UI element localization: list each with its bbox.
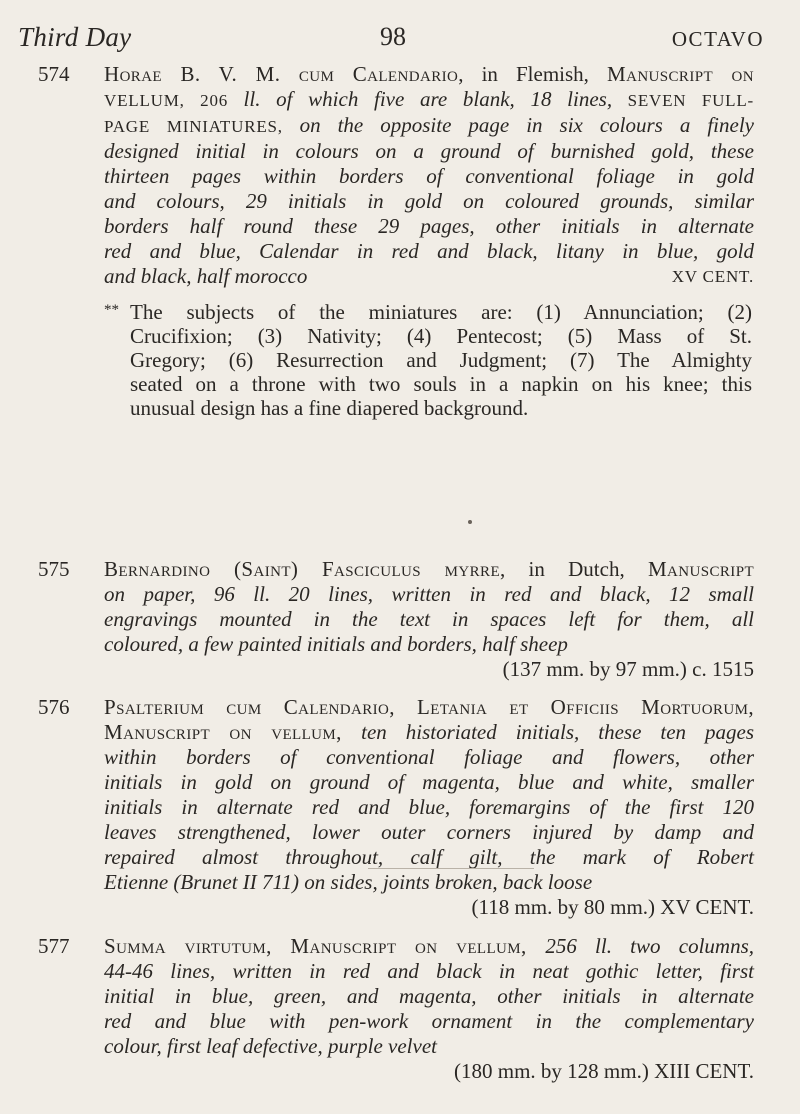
- description-line: 44-46 lines, written in red and black in neat gothic letter, first: [104, 959, 754, 983]
- lot-date: (180 mm. by 128 mm.) XIII CENT.: [454, 1059, 754, 1083]
- description-line: and colours, 29 initials in gold on coloured grounds, similar: [104, 189, 754, 213]
- lot-number: 575: [38, 557, 70, 581]
- description-line: Summa virtutum, Manuscript on vellum, 256 ll. two columns,: [104, 934, 754, 958]
- description-line: on paper, 96 ll. 20 lines, written in red and black, 12 small: [104, 582, 754, 606]
- lot-description: [104, 934, 754, 1084]
- description-line: Etienne (Brunet II 711) on sides, joints broken, back loose: [104, 870, 593, 894]
- description-line: VELLUM, 206 ll. of which five are blank, 18 lines, SEVEN FULL-: [104, 87, 754, 111]
- lot-date: XV CENT.: [671, 267, 754, 286]
- description-line: initials in gold on ground of magenta, blue and white, smaller: [104, 770, 754, 794]
- lot-note: [130, 300, 752, 420]
- description-line: leaves strengthened, lower outer corners injured by damp and: [104, 820, 754, 844]
- description-line: thirteen pages within borders of conventional foliage in gold: [104, 164, 754, 188]
- description-line: PAGE MINIATURES, on the opposite page in six colours a finely: [104, 113, 754, 137]
- description-line: engravings mounted in the text in spaces left for them, all: [104, 607, 754, 631]
- description-line: borders half round these 29 pages, other initials in alternate: [104, 214, 754, 238]
- description-line: Horae B. V. M. cum Calendario, in Flemish, Manuscript on: [104, 62, 754, 86]
- lot-description: [104, 62, 754, 289]
- description-line: red and blue, Calendar in red and black, litany in blue, gold: [104, 239, 754, 263]
- description-line: coloured, a few painted initials and borders, half sheep: [104, 632, 568, 656]
- description-line: designed initial in colours on a ground of burnished gold, these: [104, 139, 754, 163]
- note-line: Gregory; (6) Resurrection and Judgment; (7) The Almighty: [130, 348, 752, 372]
- page-header: [0, 10, 800, 50]
- description-line: and black, half morocco XV CENT.: [104, 264, 754, 288]
- page-number: 98: [380, 22, 406, 51]
- description-line: red and blue with pen-work ornament in the complementary: [104, 1009, 754, 1033]
- ink-dot: [468, 520, 472, 524]
- description-line: colour, first leaf defective, purple velvet: [104, 1034, 437, 1058]
- lot-date: (137 mm. by 97 mm.) c. 1515: [502, 657, 754, 681]
- note-line: unusual design has a fine diapered background.: [130, 396, 529, 420]
- lot-date: (118 mm. by 80 mm.) XV CENT.: [471, 895, 754, 919]
- lot-number: 574: [38, 62, 70, 86]
- note-line: Crucifixion; (3) Nativity; (4) Pentecost; (5) Mass of St.: [130, 324, 752, 348]
- note-line: seated on a throne with two souls in a napkin on his knee; this: [130, 372, 752, 396]
- divider: [368, 868, 534, 869]
- note-line: The subjects of the miniatures are: (1) Annunciation; (2): [130, 300, 752, 324]
- description-line: Manuscript on vellum, ten historiated initials, these ten pages: [104, 720, 754, 744]
- description-line: repaired almost throughout, calf gilt, the mark of Robert: [104, 845, 754, 869]
- description-line: initials in alternate red and blue, foremargins of the first 120: [104, 795, 754, 819]
- running-head-right: OCTAVO: [671, 27, 764, 51]
- description-line: initial in blue, green, and magenta, other initials in alternate: [104, 984, 754, 1008]
- lot-number: 576: [38, 695, 70, 719]
- lot-number: 577: [38, 934, 70, 958]
- lot-description: [104, 695, 754, 920]
- asterism-icon: **: [104, 302, 119, 318]
- lot-description: [104, 557, 754, 682]
- description-line: within borders of conventional foliage and flowers, other: [104, 745, 754, 769]
- running-head-left: Third Day: [18, 22, 132, 52]
- description-line: Psalterium cum Calendario, Letania et Officiis Mortuorum,: [104, 695, 754, 719]
- description-line: Bernardino (Saint) Fasciculus myrre, in Dutch, Manuscript: [104, 557, 755, 581]
